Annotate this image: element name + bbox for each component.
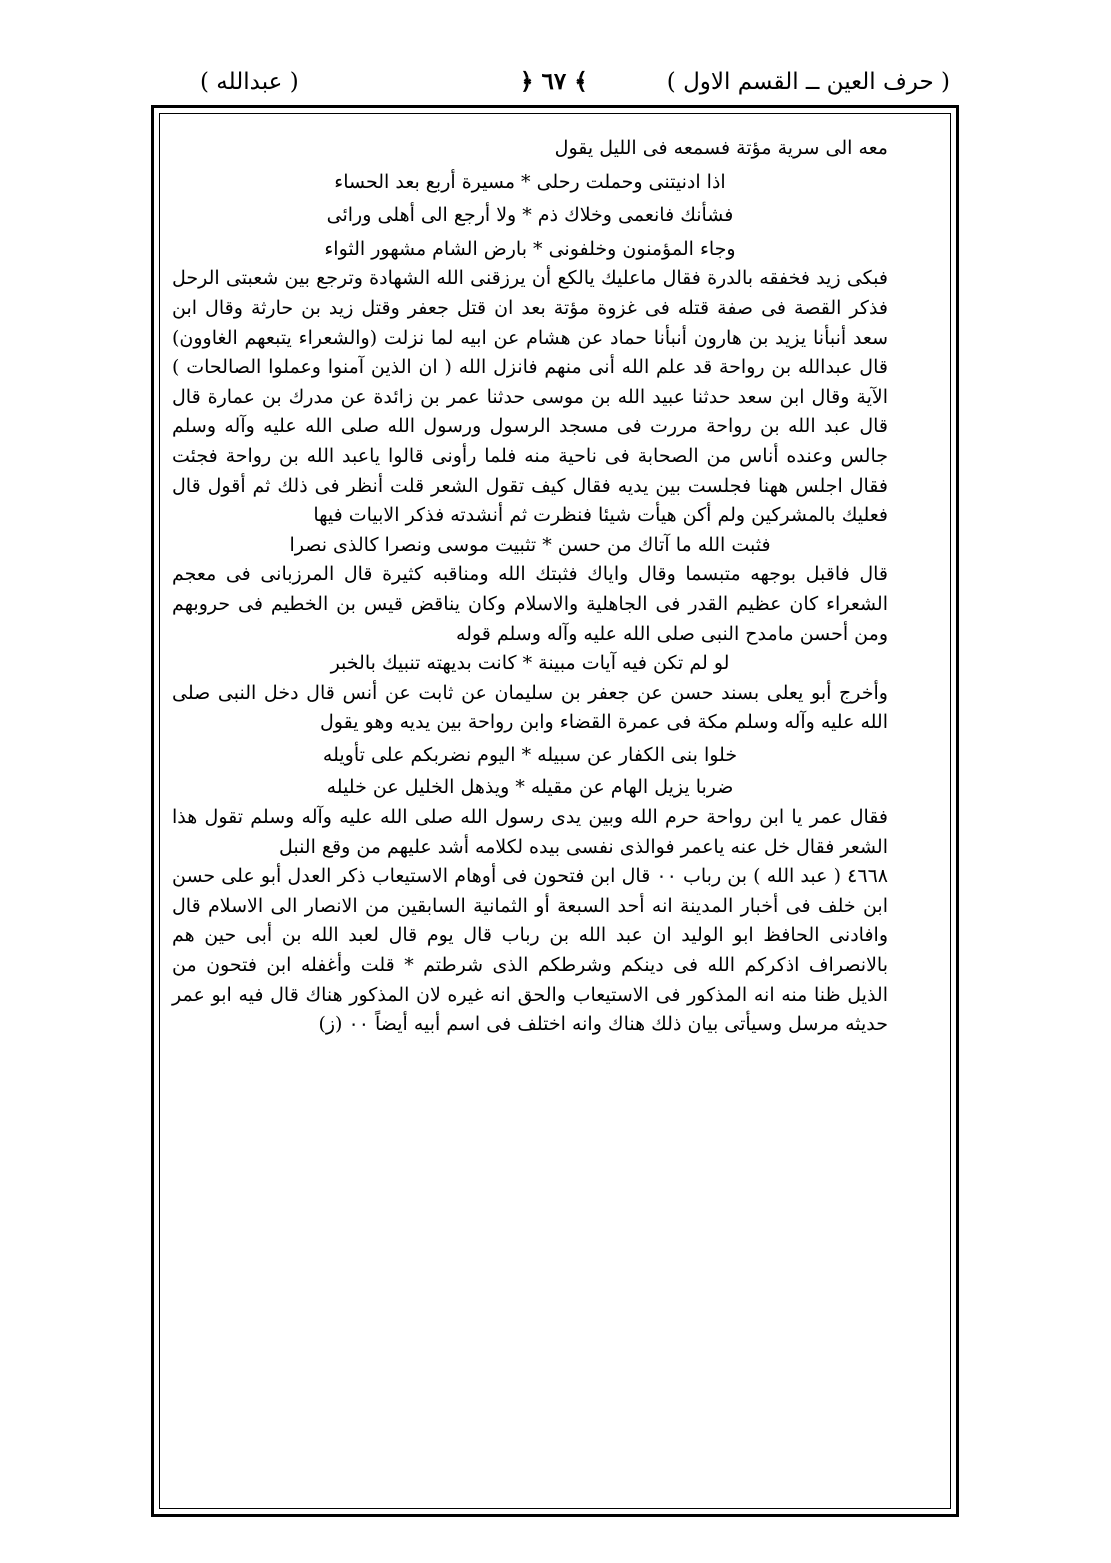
running-head-name: ( عبدالله ) (200, 69, 299, 95)
page-body (172, 134, 888, 1040)
paragraph: فقال عمر يا ابن رواحة حرم الله وبين يدى رسول الله صلى الله عليه وآله وسلم تقول هذا الشعر فقال خل عنه ياعمر فوالذى نفسى بيده لكلامه أشد عليهم من وقع النبل (172, 806, 888, 858)
page-header (160, 62, 950, 102)
verse-line: اذا ادنيتنى وحملت رحلى * مسيرة أربع بعد الحساء (334, 170, 726, 193)
entry-paragraph (172, 862, 888, 1040)
verse-line: فشأنك فانعمى وخلاك ذم * ولا أرجع الى أهلى ورائى (326, 204, 734, 227)
verse-line: فثبت الله ما آتاك من حسن * تثبيت موسى ونصرا كالذى نصرا (289, 533, 771, 556)
verse-line: لو لم تكن فيه آيات مبينة * كانت بديهته تنبيك بالخبر (330, 652, 730, 675)
running-head-section: ( حرف العين ــ القسم الاول ) (666, 69, 950, 95)
verse-line: وجاء المؤمنون وخلفونى * بارض الشام مشهور الثواء (324, 237, 736, 260)
page-number: ﴿ ٦٧ ﴾ (520, 68, 588, 95)
paragraph: قال فاقبل بوجهه متبسما وقال واياك فثبتك الله ومناقبه كثيرة قال المرزبانى فى معجم الشعراء كان عظيم القدر فى الجاهلية والاسلام وكان يناقض قيس بن الخطيم فى حروبهم ومن أحسن مامدح النبى صلى الله عليه وآله وسلم قوله (172, 563, 888, 645)
intro-line: معه الى سرية مؤتة فسمعه فى الليل يقول (554, 137, 888, 159)
paragraph: وأخرج أبو يعلى بسند حسن عن جعفر بن سليمان عن ثابت عن أنس قال دخل النبى صلى الله عليه وآله وسلم مكة فى عمرة القضاء وابن رواحة بين يديه وهو يقول (172, 681, 888, 734)
verse-line: خلوا بنى الكفار عن سبيله * اليوم نضربكم على تأويله (322, 743, 738, 766)
paragraph: فبكى زيد فخفقه بالدرة فقال ماعليك يالكع أن يرزقنى الله الشهادة وترجع بين شعبتى الرحل فذكر القصة فى صفة قتله فى غزوة مؤتة بعد ان قتل جعفر وقتل زيد بن حارثة وقال ابن سعد أنبأنا يزيد بن هارون أنبأنا حماد عن هشام عن ابيه لما نزلت (والشعراء يتبعهم الغاوون) قال عبدالله بن رواحة قد علم الله أنى منهم فانزل الله ( ان الذين آمنوا وعملوا الصالحات ) الآية وقال ابن سعد حدثنا عبيد الله بن موسى حدثنا عمر بن زائدة عن مدرك بن عمارة قال قال عبد الله بن رواحة مررت فى مسجد الرسول ورسول الله صلى الله عليه وآله وسلم جالس وعنده أناس من الصحابة فى ناحية منه فلما رأونى قالوا ياعبد الله بن رواحة فجئت فقال اجلس ههنا فجلست بين يديه فقال كيف تقول الشعر قلت أنظر فى ذلك ثم أقول قال فعليك بالمشركين ولم أكن هيأت شيئا فنظرت ثم أنشدته فذكر الابيات فيها (172, 267, 889, 527)
verse-line: ضربا يزيل الهام عن مقيله * ويذهل الخليل عن خليله (326, 776, 734, 799)
entry-number: ٤٦٦٨ (847, 865, 888, 888)
entry-text: ( عبد الله ) بن رباب ٠٠ قال ابن فتحون فى أوهام الاستيعاب ذكر العدل أبو على حسن ابن خلف فى أخبار المدينة انه أحد السبعة أو الثمانية السابقين من الانصار الى الاسلام قال وافادنى الحافظ ابو الوليد ان عبد الله بن رباب قال يوم قال لعبد الله بن أبى حين هم بالانصراف اذكركم الله فى دينكم وشرطكم الذى شرطتم * قلت وأغفله ابن فتحون من الذيل ظنا منه انه المذكور فى الاستيعاب والحق انه غيره لان المذكور هناك قال فيه ابو عمر حديثه مرسل وسيأتى بيان ذلك هناك وانه اختلف فى اسم أبيه أيضاً ٠٠ (ز) (172, 865, 888, 1036)
